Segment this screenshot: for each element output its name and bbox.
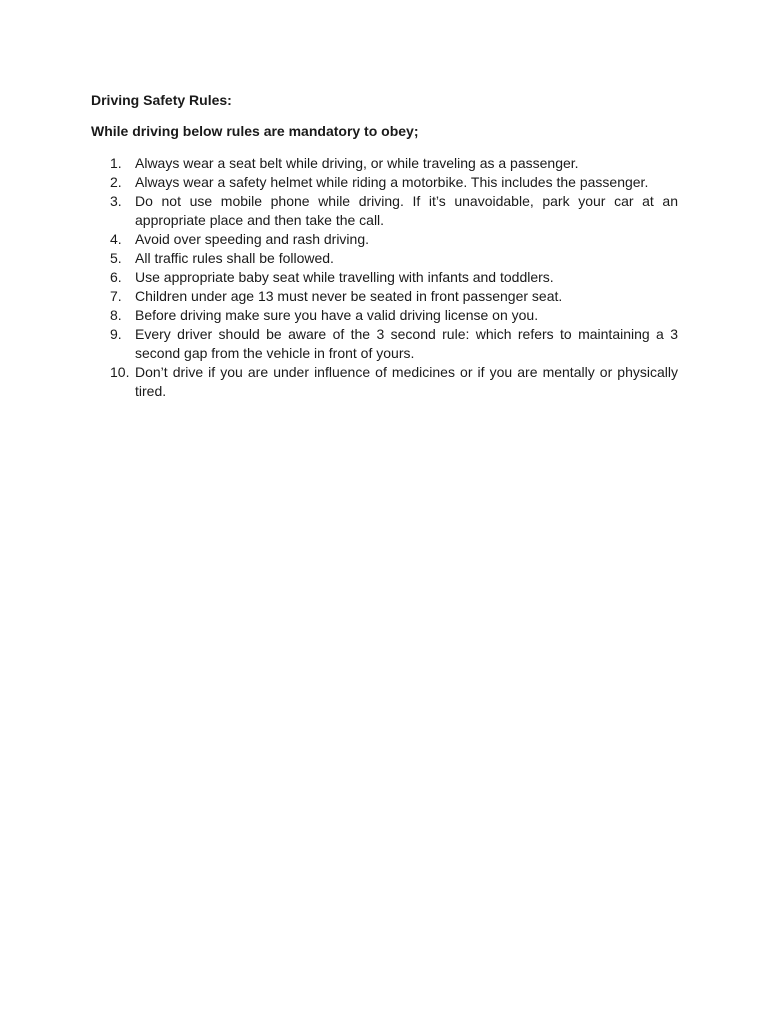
list-item-text: Before driving make sure you have a valid driving license on you. [135, 307, 539, 323]
list-item-text: Don’t drive if you are under influence of medicines or if you are mentally or physically tired. [135, 364, 678, 399]
list-item-text: Every driver should be aware of the 3 second rule: which refers to maintaining a 3 second gap from the vehicle in front of yours. [135, 326, 678, 361]
list-item [91, 325, 678, 363]
list-item-number: 6. [110, 269, 122, 285]
list-item-text: Avoid over speeding and rash driving. [135, 231, 370, 247]
list-item [91, 268, 678, 287]
list-item [91, 154, 678, 173]
list-item-number: 9. [110, 326, 122, 342]
list-item-number: 5. [110, 250, 122, 266]
list-item-number: 4. [110, 231, 122, 247]
list-item [91, 192, 678, 230]
list-item [91, 287, 678, 306]
list-item-text: Do not use mobile phone while driving. If it’s unavoidable, park your car at an appropriate place and then take the call. [135, 193, 678, 228]
list-item [91, 363, 678, 401]
list-item-number: 1. [110, 155, 122, 171]
document-title: Driving Safety Rules: [91, 92, 232, 108]
list-item-number: 7. [110, 288, 122, 304]
list-item-number: 3. [110, 193, 122, 209]
list-item-text: Always wear a safety helmet while riding a motorbike. This includes the passenger. [135, 174, 649, 190]
rules-list [91, 154, 678, 401]
list-item-text: Use appropriate baby seat while travelling with infants and toddlers. [135, 269, 554, 285]
list-item-text: Children under age 13 must never be seated in front passenger seat. [135, 288, 563, 304]
list-item-number: 10. [110, 364, 130, 380]
list-item [91, 249, 678, 268]
list-item-number: 2. [110, 174, 122, 190]
list-item [91, 306, 678, 325]
list-item [91, 230, 678, 249]
document-subtitle: While driving below rules are mandatory to obey; [91, 123, 419, 139]
list-item-text: All traffic rules shall be followed. [135, 250, 334, 266]
list-item-number: 8. [110, 307, 122, 323]
list-item-text: Always wear a seat belt while driving, or while traveling as a passenger. [135, 155, 579, 171]
list-item [91, 173, 678, 192]
